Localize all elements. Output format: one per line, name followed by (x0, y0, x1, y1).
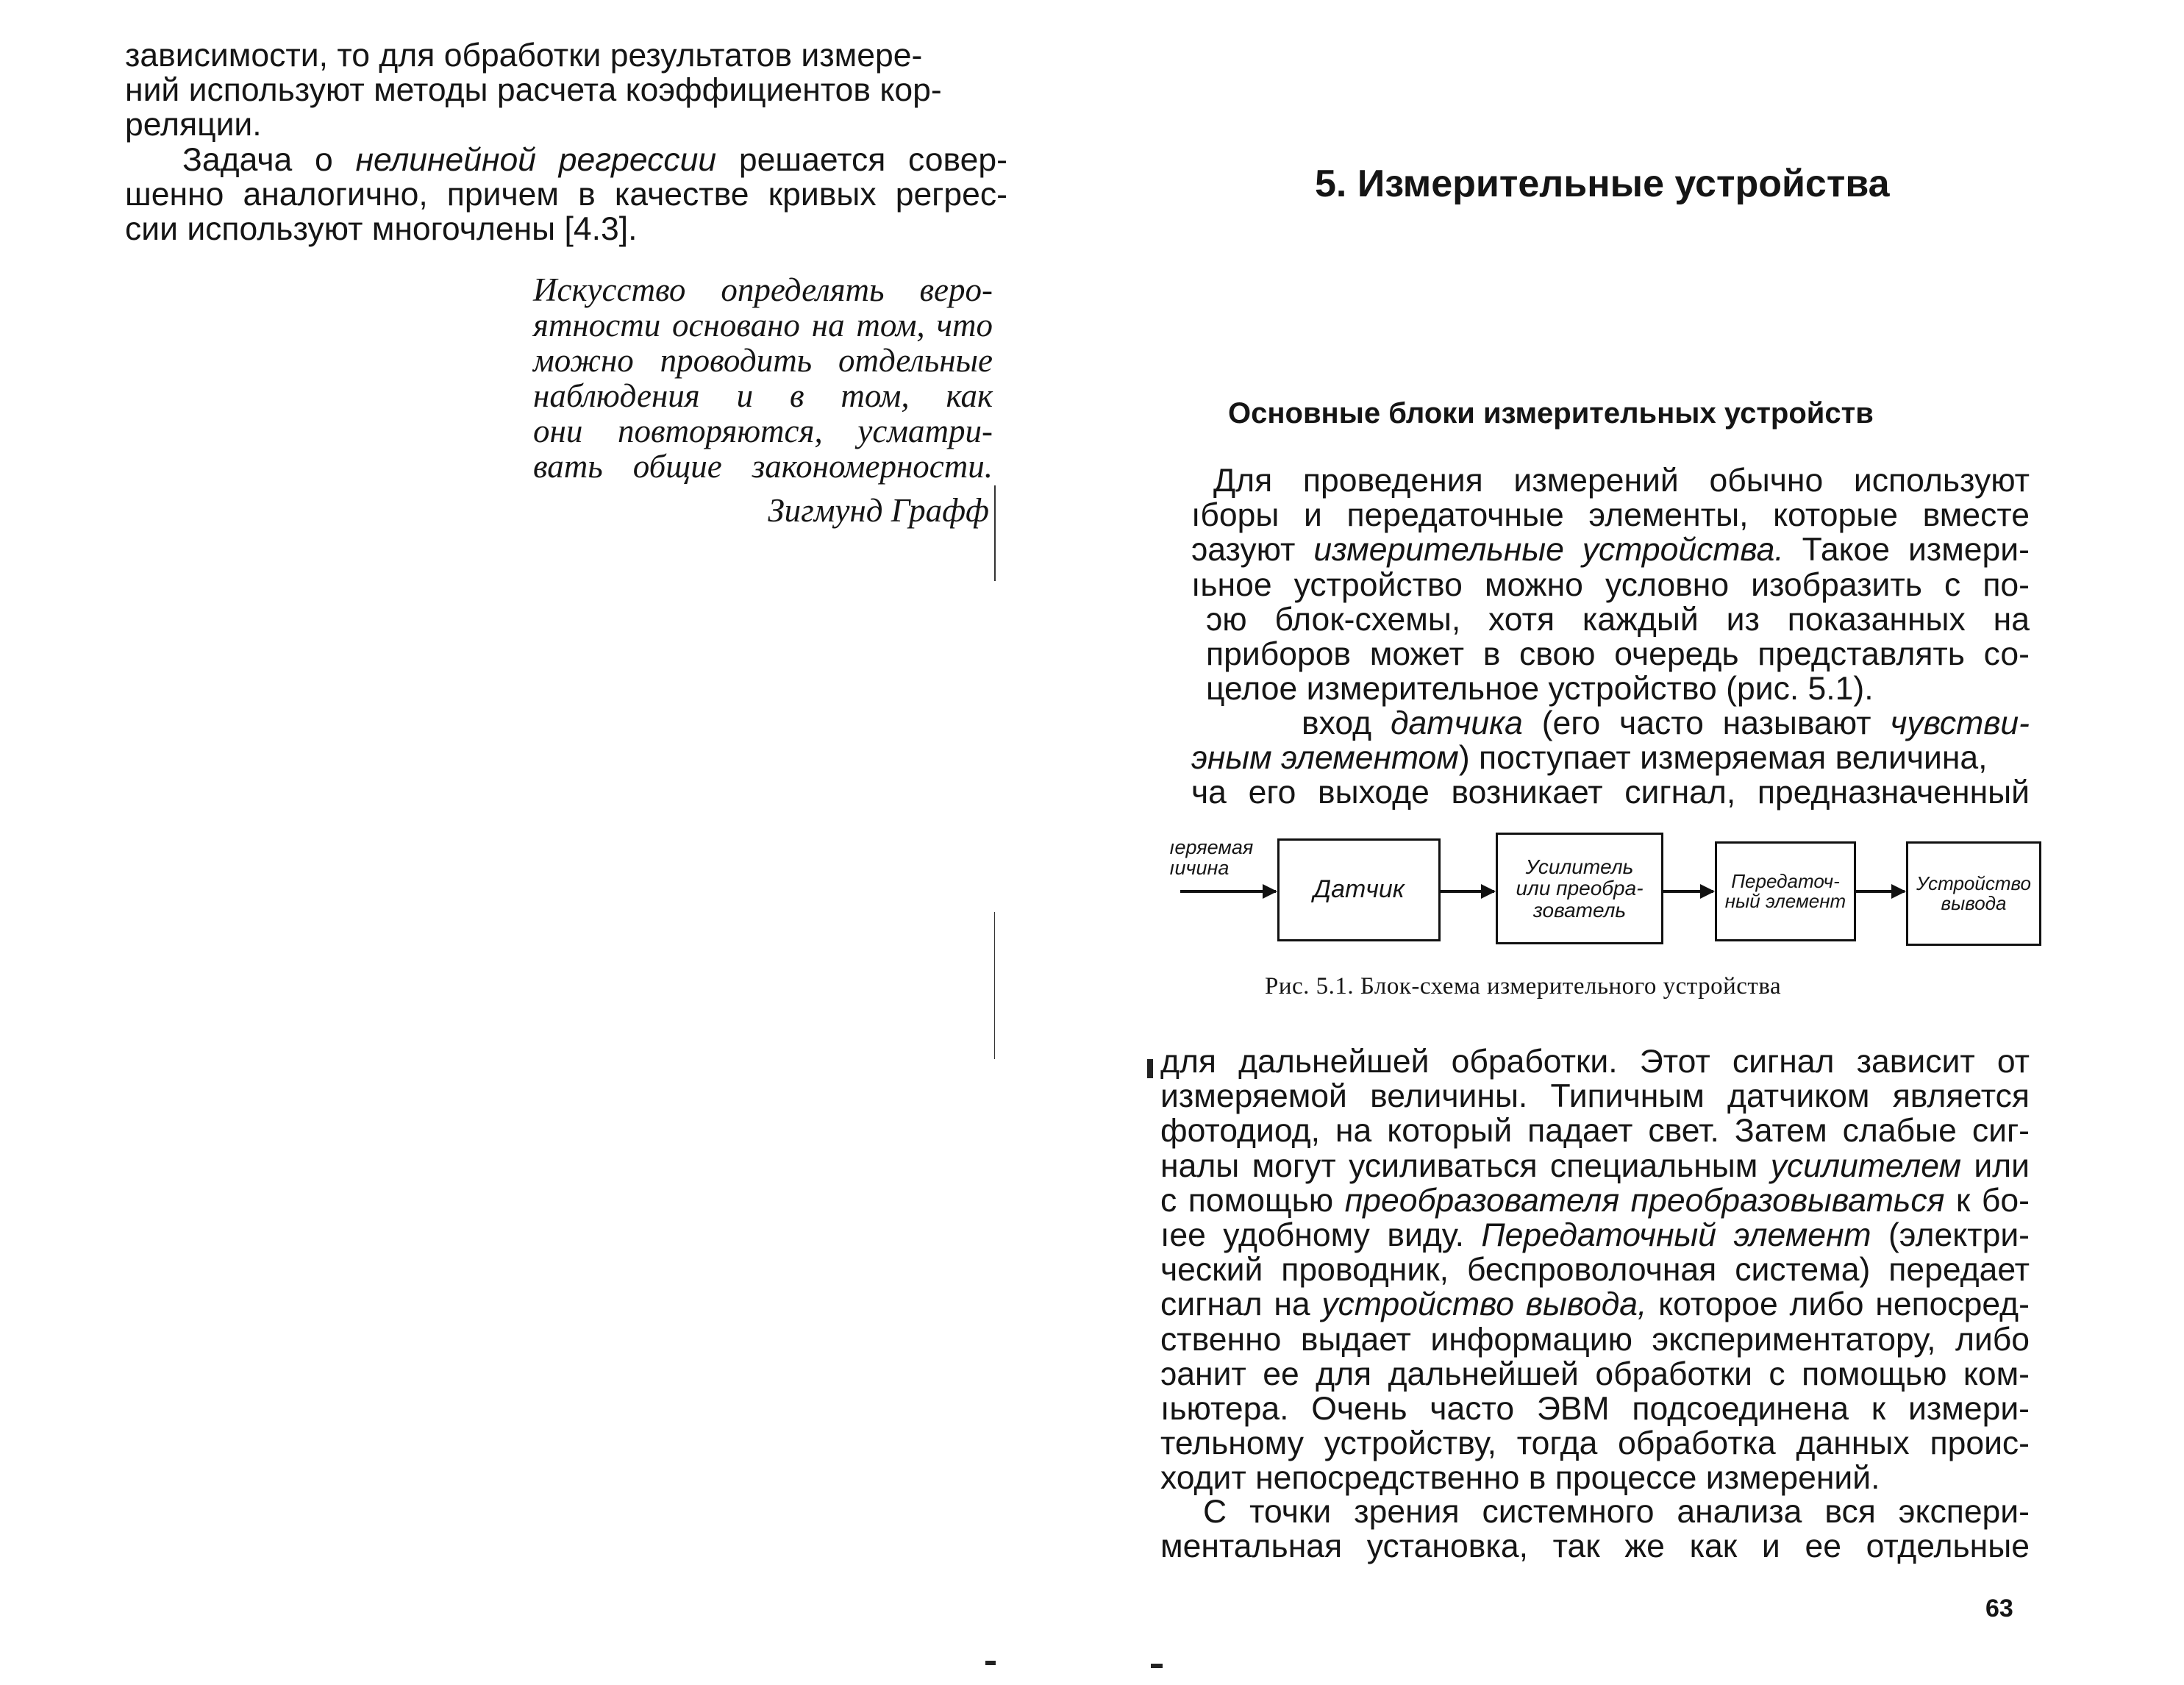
epigraph-line: вать общие закономерности. (533, 448, 993, 485)
text-line: ıьное устройство можно условно изобразить с по- (1191, 566, 2030, 603)
text-run: ) поступает измеряемая величина, (1458, 740, 1988, 777)
page-speck (1147, 1059, 1153, 1078)
box-label: Датчик (1313, 875, 1405, 904)
box-output-device (1906, 841, 2041, 946)
input-label-line: ıеряемая (1169, 836, 1254, 858)
block-diagram (1169, 824, 2052, 956)
text-run: ıее удобному виду. (1160, 1217, 1464, 1254)
text-run: или (1974, 1147, 2030, 1184)
text-line (1160, 1287, 2030, 1322)
text-line: для дальнейшей обработки. Этот сигнал зависит от (1160, 1044, 2030, 1080)
text-line (1191, 532, 2030, 567)
text-line: приборов может в свою очередь представлять со- (1206, 636, 2030, 673)
figure-caption: Рис. 5.1. Блок-схема измерительного устройства (1265, 973, 1782, 1000)
text-line: Для проведения измерений обычно используют (1213, 463, 2030, 499)
text-run: (его часто называют (1541, 705, 1871, 741)
text-line: С точки зрения системного анализа вся экспери- (1203, 1494, 2030, 1530)
epigraph-author: Зигмунд Графф (768, 492, 989, 529)
text-run: налы могут усиливаться специальным (1160, 1147, 1758, 1184)
text-line: зависимости, то для обработки результатов измере- (125, 38, 923, 74)
text-run: к бо- (1955, 1182, 2030, 1219)
text-line (1160, 1183, 2030, 1218)
italic-term: измерительные устройства. (1313, 532, 1784, 569)
text-run: Такое измери- (1802, 532, 2030, 569)
box-label: Передаточ- (1731, 869, 1840, 892)
text-run: сигнал на (1160, 1286, 1310, 1323)
text-line: шенно аналогично, причем в качестве кривых регрес- (125, 177, 1007, 213)
arrow-amplifier-transmitter (1663, 890, 1713, 893)
italic-term: датчика (1390, 705, 1523, 741)
text-line (1191, 741, 2030, 775)
text-run: решается совер- (738, 142, 1007, 178)
text-run: ɔазуют (1191, 532, 1296, 569)
box-amplifier (1496, 833, 1663, 944)
text-line: измеряемой величины. Типичным датчиком является (1160, 1078, 2030, 1115)
italic-term: чувстви- (1890, 705, 2030, 741)
text-line: ıборы и передаточные элементы, которые вместе (1191, 497, 2030, 534)
text-line (1160, 1149, 2030, 1183)
italic-term: преобразователя преобразовываться (1344, 1182, 1945, 1219)
box-label: Усилитель (1525, 855, 1634, 878)
italic-term: устройство вывода, (1321, 1286, 1647, 1323)
italic-term: эным элементом (1191, 740, 1459, 777)
input-label (1169, 837, 1253, 878)
text-run: с помощью (1160, 1182, 1334, 1219)
text-line (1191, 706, 2030, 741)
epigraph-line: Искусство определять веро- (533, 271, 993, 308)
arrow-sensor-amplifier (1441, 890, 1494, 893)
text-run: которое либо непосред- (1658, 1286, 2030, 1323)
paragraph-signal-processing (1160, 1044, 2030, 1496)
text-line: реляции. (125, 107, 262, 143)
italic-term: Передаточный элемент (1481, 1217, 1871, 1254)
text-line (1160, 1218, 2030, 1253)
epigraph-line: можно проводить отдельные (533, 342, 993, 379)
epigraph-line: ятности основано на том, что (533, 307, 993, 343)
text-line: ственно выдает информацию экспериментатору, либо (1160, 1321, 2030, 1358)
text-run: вход (1302, 705, 1372, 741)
italic-term: нелинейной регрессии (355, 142, 717, 178)
arrow-transmitter-output (1856, 890, 1905, 893)
box-label: или преобра- (1516, 877, 1644, 900)
text-line: ходит непосредственно в процессе измерений. (1160, 1460, 1880, 1497)
text-line: ний используют методы расчета коэффициентов кор- (125, 72, 942, 109)
epigraph-line: наблюдения и в том, как (533, 377, 993, 414)
text-line: ɔанит ее для дальнейшей обработки с помощью ком- (1160, 1356, 2030, 1392)
text-line: ча его выходе возникает сигнал, предназначенный (1191, 774, 2030, 811)
text-run: (электри- (1888, 1217, 2030, 1254)
text-line: целое измерительное устройство (рис. 5.1). (1206, 671, 1874, 708)
epigraph-line: они повторяются, усматри- (533, 413, 993, 449)
text-line: ментальная установка, так же как и ее отдельные (1160, 1528, 2030, 1565)
box-sensor (1277, 838, 1441, 941)
box-label: вывода (1941, 892, 2007, 914)
box-label: Устройство (1916, 872, 2031, 894)
text-line: ческий проводник, беспроволочная система) передает (1160, 1252, 2030, 1289)
text-line: ıьютера. Очень часто ЭВМ подсоединена к измери- (1160, 1391, 2030, 1428)
paragraph-measuring-devices (1191, 463, 2030, 706)
input-label-line: ıичина (1169, 857, 1230, 879)
box-transmitter (1715, 841, 1856, 941)
paragraph-system-analysis (1160, 1495, 2030, 1564)
text-line: сии используют многочлены [4.3]. (125, 211, 638, 248)
chapter-title: 5. Измерительные устройства (1315, 163, 1890, 205)
text-run: Задача о (182, 142, 333, 178)
italic-term: усилителем (1770, 1147, 1961, 1184)
input-arrow (1180, 890, 1276, 893)
page-speck (1151, 1664, 1163, 1668)
text-line: тельному устройству, тогда обработка данных проис- (1160, 1425, 2030, 1462)
text-line: ɔю блок-схемы, хотя каждый из показанных на (1206, 601, 2030, 638)
paragraph-sensor-input (1191, 706, 2030, 811)
page-number: 63 (1985, 1595, 2013, 1622)
box-label: зователь (1532, 898, 1627, 922)
text-line: фотодиод, на который падает свет. Затем слабые сиг- (1160, 1113, 2030, 1150)
section-title: Основные блоки измерительных устройств (1228, 397, 1874, 430)
box-label: ный элемент (1724, 890, 1846, 912)
